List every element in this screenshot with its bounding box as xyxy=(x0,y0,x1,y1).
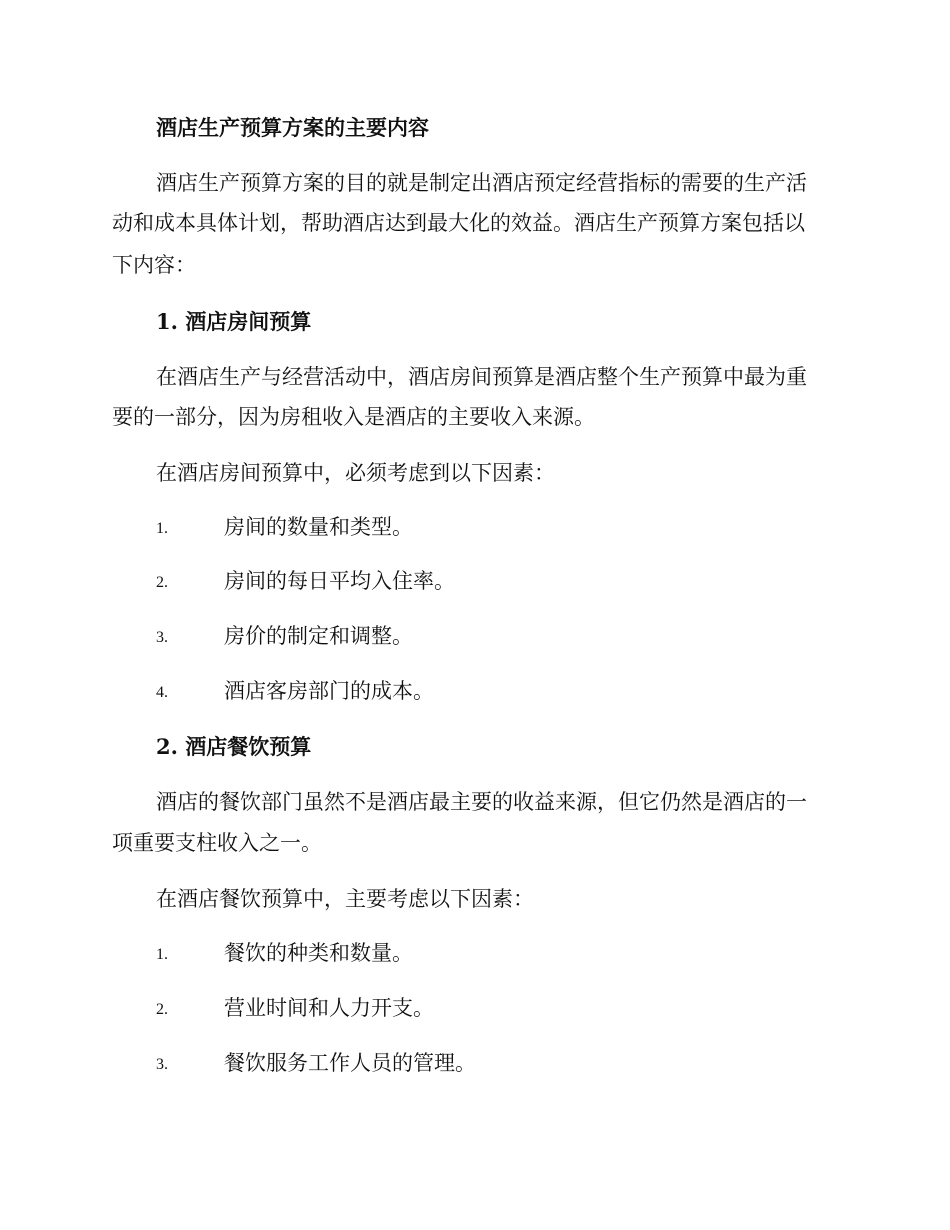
section-2-para-line-1: 酒店的餐饮部门虽然不是酒店最主要的收益来源，但它仍然是酒店的一 xyxy=(156,790,807,814)
section-1-item-4-number: 4. xyxy=(156,684,168,701)
section-1-item-3-number: 3. xyxy=(156,629,168,646)
section-1-para-line-1: 在酒店生产与经营活动中，酒店房间预算是酒店整个生产预算中最为重 xyxy=(156,365,807,389)
section-1-item-1-number: 1. xyxy=(156,520,168,537)
section-1-item-2-text: 房间的每日平均入住率。 xyxy=(224,569,455,593)
intro-line-1: 酒店生产预算方案的目的就是制定出酒店预定经营指标的需要的生产活 xyxy=(156,171,807,195)
section-2-item-2-text: 营业时间和人力开支。 xyxy=(224,996,434,1020)
section-1-heading: 1. 酒店房间预算 xyxy=(156,309,312,334)
document-title: 酒店生产预算方案的主要内容 xyxy=(156,115,429,140)
section-2-heading: 2. 酒店餐饮预算 xyxy=(156,734,312,759)
intro-line-3: 下内容： xyxy=(112,253,196,277)
section-1-item-3-text: 房价的制定和调整。 xyxy=(224,624,413,648)
section-1-item-4-text: 酒店客房部门的成本。 xyxy=(224,679,434,703)
section-1-factors-intro: 在酒店房间预算中，必须考虑到以下因素： xyxy=(156,461,555,485)
section-2-item-1-number: 1. xyxy=(156,946,168,963)
section-2-item-1-text: 餐饮的种类和数量。 xyxy=(224,941,413,965)
section-1-item-2-number: 2. xyxy=(156,574,168,591)
section-2-factors-intro: 在酒店餐饮预算中，主要考虑以下因素： xyxy=(156,887,534,911)
intro-line-2: 动和成本具体计划，帮助酒店达到最大化的效益。酒店生产预算方案包括以 xyxy=(112,211,805,235)
section-2-item-3-text: 餐饮服务工作人员的管理。 xyxy=(224,1051,476,1075)
section-1-item-1-text: 房间的数量和类型。 xyxy=(224,515,413,539)
section-2-para-line-2: 项重要支柱收入之一。 xyxy=(112,831,322,855)
section-1-para-line-2: 要的一部分，因为房租收入是酒店的主要收入来源。 xyxy=(112,405,595,429)
section-2-item-2-number: 2. xyxy=(156,1001,168,1018)
section-2-item-3-number: 3. xyxy=(156,1056,168,1073)
